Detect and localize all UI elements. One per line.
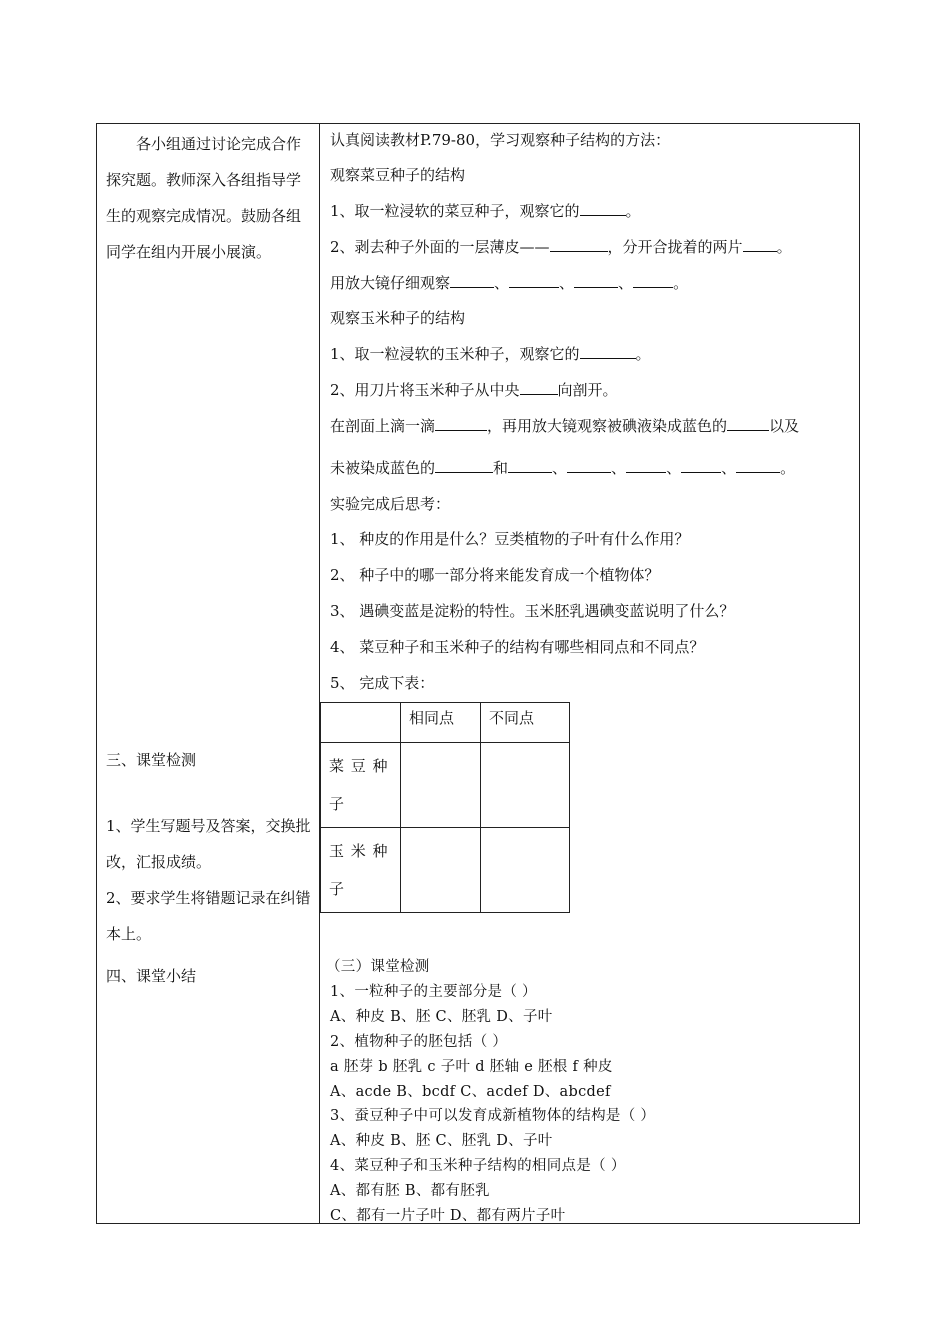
fill-blank[interactable] — [580, 344, 636, 359]
fill-blank[interactable] — [727, 416, 769, 431]
bean-step-2: 2、剥去种子外面的一层薄皮—— ，分开合拢着的两片 。 — [330, 238, 792, 256]
corn-step-3: 在剖面上滴一滴 ，再用放大镜观察被碘液染成蓝色的 以及 — [330, 417, 800, 435]
question-4: 4、 菜豆种子和玉米种子的结构有哪些相同点和不同点？ — [330, 638, 705, 656]
fill-blank[interactable] — [743, 237, 777, 252]
corn-section-title: 观察玉米种子的结构 — [330, 309, 466, 327]
fill-blank[interactable] — [567, 458, 611, 473]
left-heading-check: 三、课堂检测 — [106, 751, 197, 769]
quiz-line: C、都有一片子叶 D、都有两片子叶 — [330, 1208, 566, 1224]
fill-blank[interactable] — [509, 273, 559, 288]
fill-blank[interactable] — [574, 273, 618, 288]
bean-section-title: 观察菜豆种子的结构 — [330, 166, 466, 184]
corn-step-4: 未被染成蓝色的 和 、 、 、 、 。 — [330, 459, 796, 477]
question-1: 1、 种皮的作用是什么？豆类植物的子叶有什么作用？ — [330, 530, 690, 548]
quiz-title: （三）课堂检测 — [326, 959, 430, 975]
left-heading-summary: 四、课堂小结 — [106, 967, 197, 985]
comparison-table — [320, 702, 570, 913]
quiz-line: 2、植物种子的胚包括（ ） — [330, 1034, 508, 1050]
table-cell-input[interactable] — [481, 743, 570, 828]
quiz-line: A、都有胚 B、都有胚乳 — [330, 1183, 490, 1199]
fill-blank[interactable] — [508, 458, 552, 473]
table-cell-input[interactable] — [481, 828, 570, 913]
bean-step-3: 用放大镜仔细观察 、 、 、 。 — [330, 274, 689, 292]
quiz-line: A、种皮 B、胚 C、胚乳 D、子叶 — [330, 1133, 553, 1149]
fill-blank[interactable] — [681, 458, 721, 473]
table-header-row — [321, 703, 570, 743]
table-header-same: 相同点 — [401, 703, 481, 743]
table-header-diff: 不同点 — [481, 703, 570, 743]
column-divider — [319, 123, 320, 1224]
intro-text: 认真阅读教材P.79-80，学习观察种子结构的方法： — [330, 131, 671, 149]
corn-step-2: 2、用刀片将玉米种子从中央 向剖开。 — [330, 381, 618, 399]
fill-blank[interactable] — [550, 237, 608, 252]
fill-blank[interactable] — [520, 380, 558, 395]
quiz-line: a 胚芽 b 胚乳 c 子叶 d 胚轴 e 胚根 f 种皮 — [330, 1059, 613, 1075]
fill-blank[interactable] — [736, 458, 780, 473]
fill-blank[interactable] — [435, 458, 493, 473]
quiz-line: A、acde B、bcdf C、acdef D、abcdef — [330, 1084, 611, 1100]
quiz-line: 1、一粒种子的主要部分是（ ） — [330, 984, 537, 1000]
fill-blank[interactable] — [626, 458, 666, 473]
table-cell-input[interactable] — [401, 828, 481, 913]
left-item-2: 2、要求学生将错题记录在纠错本上。 — [106, 889, 311, 943]
left-paragraph: 各小组通过讨论完成合作探究题。教师深入各组指导学生的观察完成情况。鼓励各组同学在组内开展小展演。 — [106, 135, 302, 261]
question-3: 3、 遇碘变蓝是淀粉的特性。玉米胚乳遇碘变蓝说明了什么？ — [330, 602, 735, 620]
table-row-label: 菜 豆 种 子 — [321, 743, 401, 828]
quiz-line: 3、蚕豆种子中可以发育成新植物体的结构是（ ） — [330, 1108, 656, 1124]
bean-step-1: 1、取一粒浸软的菜豆种子，观察它的 。 — [330, 202, 641, 220]
fill-blank[interactable] — [580, 201, 626, 216]
think-title: 实验完成后思考： — [330, 495, 451, 513]
fill-blank[interactable] — [450, 273, 494, 288]
table-row-label: 玉 米 种 子 — [321, 828, 401, 913]
question-5: 5、 完成下表： — [330, 674, 435, 692]
table-corner-cell — [321, 703, 401, 743]
fill-blank[interactable] — [633, 273, 673, 288]
question-2: 2、 种子中的哪一部分将来能发育成一个植物体？ — [330, 566, 660, 584]
table-row — [321, 743, 570, 828]
left-item-1: 1、学生写题号及答案，交换批改，汇报成绩。 — [106, 817, 311, 871]
quiz-line: A、种皮 B、胚 C、胚乳 D、子叶 — [330, 1009, 553, 1025]
corn-step-1: 1、取一粒浸软的玉米种子，观察它的 。 — [330, 345, 651, 363]
fill-blank[interactable] — [435, 416, 487, 431]
quiz-line: 4、菜豆种子和玉米种子结构的相同点是（ ） — [330, 1158, 626, 1174]
table-cell-input[interactable] — [401, 743, 481, 828]
table-row — [321, 828, 570, 913]
